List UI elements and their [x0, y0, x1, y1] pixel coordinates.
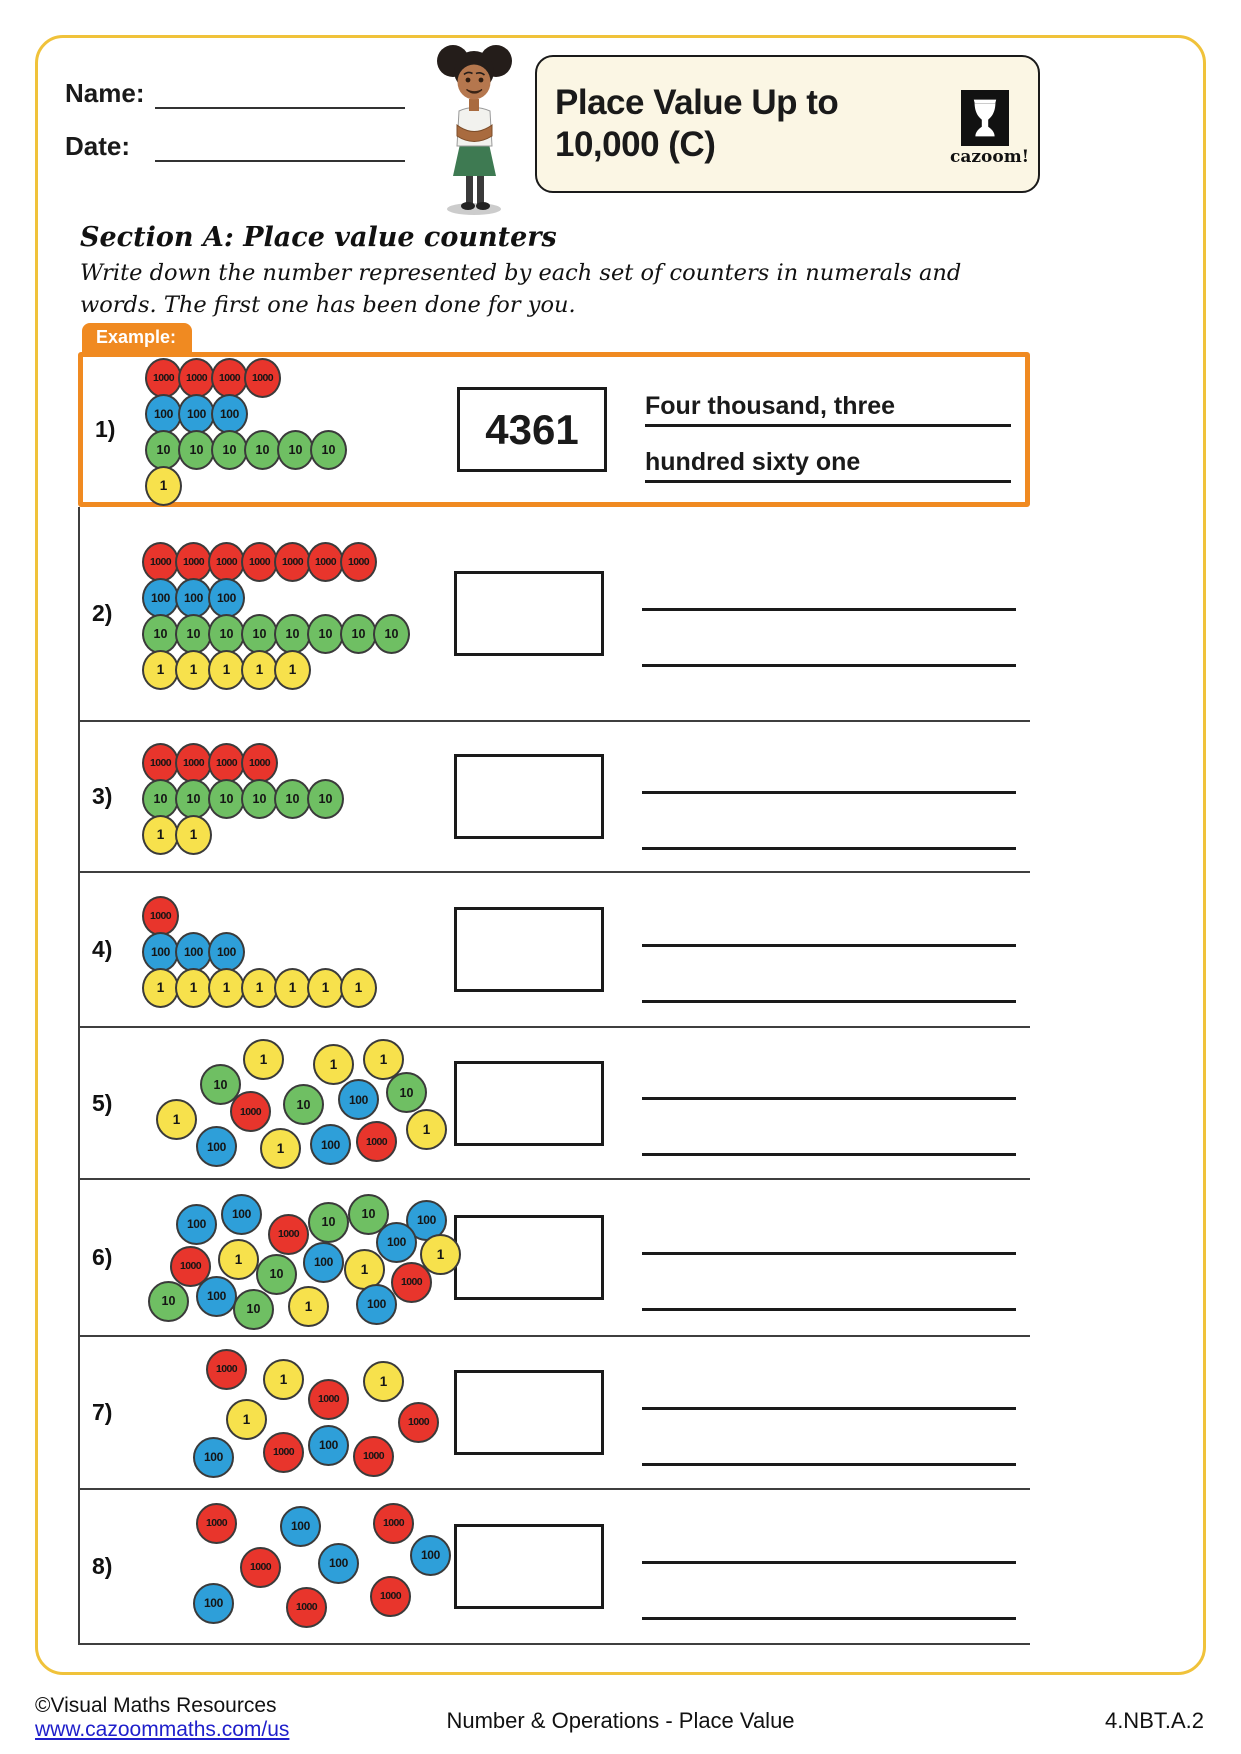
counter-1000: 1000 — [353, 1436, 394, 1477]
counter-1000: 1000 — [208, 743, 245, 783]
counter-1000: 1000 — [340, 542, 377, 582]
counter-1000: 1000 — [241, 542, 278, 582]
counter-group-10 — [145, 430, 457, 470]
answer-zone — [454, 907, 642, 992]
counter-1000: 1000 — [356, 1121, 397, 1162]
counter-1: 1 — [142, 968, 179, 1008]
answer-zone — [457, 387, 645, 472]
counter-1000: 1000 — [274, 542, 311, 582]
counter-10: 10 — [283, 1084, 324, 1125]
numeral-answer-box[interactable] — [454, 1524, 604, 1609]
counter-1000: 1000 — [244, 358, 281, 398]
counter-10: 10 — [307, 614, 344, 654]
counter-10: 10 — [142, 614, 179, 654]
question-number-label: 7) — [92, 1399, 113, 1425]
counter-1: 1 — [218, 1239, 259, 1280]
worksheet-title: Place Value Up to 10,000 (C) — [555, 83, 839, 164]
counter-100: 100 — [376, 1222, 417, 1263]
counter-1000: 1000 — [286, 1587, 327, 1628]
words-answer-line-1[interactable] — [642, 1514, 1016, 1564]
counter-1: 1 — [263, 1359, 304, 1400]
answer-zone — [454, 754, 642, 839]
words-answer-line-2[interactable] — [642, 617, 1016, 667]
counter-1000: 1000 — [373, 1503, 414, 1544]
counters-area — [142, 1039, 454, 1167]
counter-1: 1 — [363, 1039, 404, 1080]
counter-10: 10 — [178, 430, 215, 470]
counters-area — [142, 542, 454, 686]
counters-area — [142, 1194, 454, 1322]
words-zone — [642, 1360, 1030, 1466]
counter-1: 1 — [208, 968, 245, 1008]
counter-100: 100 — [308, 1425, 349, 1466]
question-row-7 — [80, 1337, 1030, 1490]
counter-10: 10 — [310, 430, 347, 470]
counter-1000: 1000 — [142, 896, 179, 936]
counter-100: 100 — [211, 394, 248, 434]
worksheet-title-box — [535, 55, 1040, 193]
numeral-answer-box[interactable] — [454, 754, 604, 839]
counter-100: 100 — [318, 1543, 359, 1584]
counter-1: 1 — [175, 968, 212, 1008]
counter-10: 10 — [145, 430, 182, 470]
date-label: Date: — [65, 131, 131, 161]
words-zone — [642, 897, 1030, 1003]
example-tab: Example: — [82, 323, 192, 354]
counter-10: 10 — [244, 430, 281, 470]
counter-10: 10 — [175, 779, 212, 819]
cazoom-url-link[interactable]: www.cazoommaths.com/us — [35, 1718, 290, 1741]
counter-1000: 1000 — [230, 1091, 271, 1132]
counter-100: 100 — [176, 1204, 217, 1245]
counter-1000: 1000 — [145, 358, 182, 398]
counter-group-10 — [142, 779, 454, 819]
question-row-2 — [80, 507, 1030, 722]
counter-10: 10 — [308, 1202, 349, 1243]
counter-1: 1 — [363, 1361, 404, 1402]
words-answer-line-1[interactable] — [642, 1205, 1016, 1255]
words-zone — [645, 377, 1025, 483]
counter-100: 100 — [280, 1506, 321, 1547]
counter-1000: 1000 — [268, 1214, 309, 1255]
counter-100: 100 — [196, 1276, 237, 1317]
name-label: Name: — [65, 78, 145, 108]
counter-1: 1 — [156, 1099, 197, 1140]
counters-area — [142, 896, 454, 1004]
counter-1000: 1000 — [170, 1246, 211, 1287]
counter-1000: 1000 — [308, 1379, 349, 1420]
question-row-5 — [80, 1028, 1030, 1180]
question-number-label: 3) — [92, 783, 113, 809]
counter-group-1 — [145, 466, 457, 506]
counter-1000: 1000 — [211, 358, 248, 398]
counter-10: 10 — [348, 1194, 389, 1235]
words-answer-line-2[interactable] — [642, 1570, 1016, 1620]
numeral-answer-box[interactable] — [454, 1061, 604, 1146]
counters-area — [142, 1503, 454, 1631]
counter-10: 10 — [274, 779, 311, 819]
counter-1000: 1000 — [307, 542, 344, 582]
counter-1000: 1000 — [196, 1503, 237, 1544]
counter-100: 100 — [175, 578, 212, 618]
counter-1: 1 — [420, 1234, 461, 1275]
counter-group-100 — [145, 394, 457, 434]
counter-1: 1 — [313, 1044, 354, 1085]
words-answer-line-2[interactable] — [642, 953, 1016, 1003]
question-number-label: 5) — [92, 1089, 113, 1116]
counter-1000: 1000 — [142, 743, 179, 783]
words-answer-line-1[interactable] — [642, 744, 1016, 794]
copyright-text: ©Visual Maths Resources — [35, 1694, 277, 1717]
counter-group-1000 — [142, 896, 454, 936]
counter-100: 100 — [208, 578, 245, 618]
footer-topic-text: Number & Operations - Place Value — [446, 1708, 795, 1733]
numeral-answer-box[interactable] — [454, 907, 604, 992]
counter-1: 1 — [241, 650, 278, 690]
counter-1: 1 — [274, 650, 311, 690]
scattered-counters — [148, 1194, 454, 1322]
numeral-answer-box[interactable] — [454, 1370, 604, 1455]
counter-1: 1 — [307, 968, 344, 1008]
question-row-8 — [80, 1490, 1030, 1645]
counter-1000: 1000 — [241, 743, 278, 783]
girl-character-illustration — [425, 42, 525, 222]
date-input-line[interactable] — [155, 134, 405, 162]
counter-100: 100 — [410, 1535, 451, 1576]
counter-10: 10 — [256, 1254, 297, 1295]
counter-group-100 — [142, 932, 454, 972]
counter-1000: 1000 — [175, 542, 212, 582]
example-words-line-2: hundred sixty one — [645, 433, 1011, 483]
words-zone — [642, 744, 1030, 850]
cazoom-logo-text: cazoom! — [950, 146, 1030, 167]
counter-10: 10 — [142, 779, 179, 819]
words-answer-line-1[interactable] — [642, 561, 1016, 611]
counter-100: 100 — [303, 1242, 344, 1283]
counter-1: 1 — [226, 1399, 267, 1440]
words-answer-line-1[interactable] — [642, 897, 1016, 947]
answer-zone — [454, 1524, 642, 1609]
counter-1: 1 — [208, 650, 245, 690]
counter-1: 1 — [288, 1286, 329, 1327]
numeral-answer-box[interactable] — [454, 1215, 604, 1300]
counter-1000: 1000 — [206, 1349, 247, 1390]
question-number-label: 4) — [92, 936, 113, 962]
counter-1: 1 — [344, 1249, 385, 1290]
counter-1000: 1000 — [370, 1576, 411, 1617]
words-answer-line-1[interactable] — [642, 1050, 1016, 1100]
counter-10: 10 — [175, 614, 212, 654]
counter-100: 100 — [193, 1583, 234, 1624]
counter-10: 10 — [211, 430, 248, 470]
counter-1000: 1000 — [398, 1402, 439, 1443]
counter-10: 10 — [307, 779, 344, 819]
scattered-counters — [148, 1503, 454, 1631]
counter-100: 100 — [208, 932, 245, 972]
counter-1: 1 — [243, 1039, 284, 1080]
counter-1: 1 — [142, 815, 179, 855]
counter-10: 10 — [208, 614, 245, 654]
words-zone — [642, 1514, 1030, 1620]
section-heading: Section A: Place value counters — [80, 222, 557, 253]
counters-area — [142, 1349, 454, 1477]
counter-10: 10 — [200, 1064, 241, 1105]
counter-10: 10 — [274, 614, 311, 654]
counter-1000: 1000 — [178, 358, 215, 398]
counter-100: 100 — [196, 1126, 237, 1167]
counter-100: 100 — [221, 1194, 262, 1235]
counter-10: 10 — [233, 1289, 274, 1330]
counter-10: 10 — [340, 614, 377, 654]
counter-100: 100 — [142, 578, 179, 618]
counter-100: 100 — [356, 1284, 397, 1325]
question-rows — [78, 507, 1030, 1645]
question-number-label: 8) — [92, 1553, 113, 1579]
counter-group-1 — [142, 968, 454, 1008]
counter-10: 10 — [373, 614, 410, 654]
answer-zone — [454, 1215, 642, 1300]
counter-10: 10 — [208, 779, 245, 819]
counter-1: 1 — [175, 650, 212, 690]
counter-100: 100 — [406, 1200, 447, 1241]
example-box — [78, 352, 1030, 507]
counter-group-1000 — [145, 358, 457, 398]
counter-1: 1 — [145, 466, 182, 506]
counter-group-1 — [142, 650, 454, 690]
counter-1000: 1000 — [175, 743, 212, 783]
question-row-1 — [83, 357, 1025, 502]
counter-100: 100 — [178, 394, 215, 434]
counter-1000: 1000 — [142, 542, 179, 582]
cazoom-drum-icon — [961, 90, 1009, 146]
footer-standard-code: 4.NBT.A.2 — [1104, 1708, 1204, 1733]
counter-group-100 — [142, 578, 454, 618]
numeral-answer-box[interactable] — [454, 571, 604, 656]
counter-10: 10 — [241, 614, 278, 654]
question-row-4 — [80, 873, 1030, 1028]
counter-1000: 1000 — [240, 1547, 281, 1588]
answer-zone — [454, 1370, 642, 1455]
counters-area — [145, 358, 457, 502]
example-answer-box: 4361 — [457, 387, 607, 472]
counter-100: 100 — [142, 932, 179, 972]
counter-1: 1 — [241, 968, 278, 1008]
counter-10: 10 — [148, 1281, 189, 1322]
cazoom-logo — [950, 90, 1030, 167]
counter-100: 100 — [145, 394, 182, 434]
counter-10: 10 — [277, 430, 314, 470]
words-zone — [642, 1205, 1030, 1311]
counter-1: 1 — [175, 815, 212, 855]
question-number-label: 6) — [92, 1244, 113, 1270]
counter-1000: 1000 — [391, 1262, 432, 1303]
counter-1000: 1000 — [263, 1432, 304, 1473]
question-row-3 — [80, 722, 1030, 873]
counter-10: 10 — [241, 779, 278, 819]
counter-1: 1 — [340, 968, 377, 1008]
example-words-line-1: Four thousand, three — [645, 377, 1011, 427]
counter-100: 100 — [338, 1079, 379, 1120]
counter-1: 1 — [406, 1109, 447, 1150]
counter-group-10 — [142, 614, 454, 654]
scattered-counters — [148, 1039, 454, 1167]
question-row-6 — [80, 1180, 1030, 1337]
counter-group-1000 — [142, 542, 454, 582]
words-zone — [642, 561, 1030, 667]
answer-zone — [454, 571, 642, 656]
counter-group-1 — [142, 815, 454, 855]
counter-group-1000 — [142, 743, 454, 783]
words-zone — [642, 1050, 1030, 1156]
words-answer-line-2[interactable] — [642, 1261, 1016, 1311]
scattered-counters — [148, 1349, 454, 1477]
counter-100: 100 — [175, 932, 212, 972]
counter-1: 1 — [260, 1128, 301, 1169]
name-date-block — [65, 78, 405, 184]
answer-zone — [454, 1061, 642, 1146]
words-answer-line-2[interactable] — [642, 1416, 1016, 1466]
counter-10: 10 — [386, 1072, 427, 1113]
name-input-line[interactable] — [155, 81, 405, 109]
counter-1000: 1000 — [208, 542, 245, 582]
section-instructions: Write down the number represented by each set of counters in numerals and words. The first one has been done for you. — [80, 260, 962, 318]
words-answer-line-2[interactable] — [642, 1106, 1016, 1156]
words-answer-line-2[interactable] — [642, 800, 1016, 850]
worksheet-table — [78, 352, 1030, 1645]
counter-1: 1 — [274, 968, 311, 1008]
counter-100: 100 — [310, 1124, 351, 1165]
question-number-label: 2) — [92, 600, 113, 626]
counter-1: 1 — [142, 650, 179, 690]
counter-100: 100 — [193, 1437, 234, 1478]
question-number-label: 1) — [95, 416, 116, 442]
counters-area — [142, 743, 454, 851]
words-answer-line-1[interactable] — [642, 1360, 1016, 1410]
